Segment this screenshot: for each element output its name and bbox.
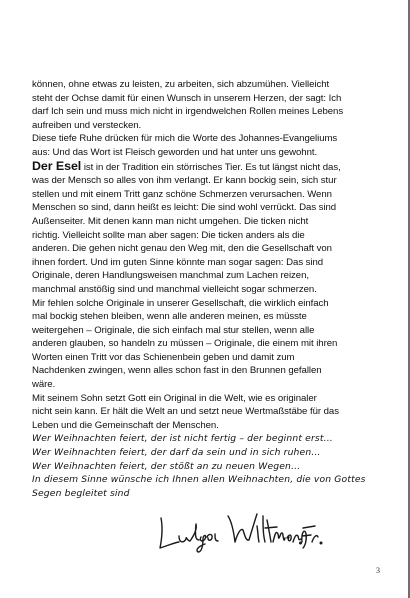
page-number: 3	[376, 566, 380, 575]
text-line: Außenseiter. Mit denen kann man nicht umgehen. Die ticken nicht	[32, 215, 309, 227]
text-line: Originale, deren Handlungsweisen manchmal zum Lachen reizen,	[32, 270, 309, 282]
handwritten-signature	[155, 506, 325, 554]
text-line: stellen und mit einem Tritt ganz schöne Schmerzen verursachen. Wenn	[32, 188, 332, 200]
paragraph-original	[32, 392, 384, 433]
text-line: aus: Und das Wort ist Fleisch geworden und hat unter uns gewohnt.	[32, 146, 318, 158]
text-line	[32, 160, 384, 175]
text-line: Diese tiefe Ruhe drücken für mich die Worte des Johannes-Evangeliums	[32, 133, 338, 145]
text-line: Nachdenken zwingen, wenn alles schon fast in den Brunnen gefallen	[32, 365, 322, 377]
text-line: anderen glauben, so handeln zu müssen – Originale, die einem mit ihren	[32, 338, 338, 350]
text-line: mal bockig stehen bleiben, wenn alle anderen meinen, es müsste	[32, 311, 307, 323]
text-line: Leben und die Gemeinschaft der Menschen.	[32, 419, 219, 431]
text-line: können, ohne etwas zu leisten, zu arbeiten, sich abzumühen. Vielleicht	[32, 79, 330, 90]
closing-line: In diesem Sinne wünsche ich Ihnen allen Weihnachten, die von Gottes	[32, 474, 366, 486]
christmas-verses	[32, 432, 384, 473]
section-lead: Der Esel	[32, 158, 82, 173]
closing-line: Segen begleitet sind	[32, 487, 130, 499]
text-fragment: ist in der Tradition ein störrisches Tier. Es tut längst nicht das,	[81, 161, 341, 173]
text-line: was der Mensch so alles von ihm verlangt. Er kann bockig sein, sich stur	[32, 175, 337, 187]
paragraph-esel	[32, 160, 384, 392]
text-line: manchmal anstößig sind und manchmal vielleicht sogar schmerzen.	[32, 283, 317, 295]
verse-line: Wer Weihnachten feiert, der darf da sein und in sich ruhen…	[32, 447, 321, 459]
text-line: richtig. Vielleicht sollte man aber sagen: Die ticken anders als die	[32, 229, 305, 241]
text-line: Menschen so sind, dann heißt es leicht: Die sind wohl verrückt. Das sind	[32, 202, 337, 214]
paragraph-ochse	[32, 78, 384, 132]
text-line: weitergehen – Originale, die sich einfach mal stur stellen, wenn alle	[32, 324, 315, 336]
paragraph-johannes	[32, 132, 384, 159]
text-line: steht der Ochse damit für einen Wunsch in unserem Herzen, der sagt: Ich	[32, 92, 342, 104]
verse-line: Wer Weihnachten feiert, der ist nicht fertig – der beginnt erst…	[32, 433, 333, 445]
letter-body	[32, 78, 384, 500]
text-line: anderen. Die gehen nicht genau den Weg mit, den die Gesellschaft von	[32, 243, 332, 255]
text-line: nicht sein kann. Er hält die Welt an und setzt neue Wertmaßstäbe für das	[32, 406, 339, 418]
text-line: wäre.	[32, 379, 56, 391]
text-line: Mir fehlen solche Originale in unserer Gesellschaft, die wirklich einfach	[32, 297, 329, 309]
text-line: darf Ich sein und muss mich nicht in irgendwelchen Rollen meines Lebens	[32, 106, 344, 118]
text-line: ihnen fordert. Und im guten Sinne könnte man sogar sagen: Das sind	[32, 256, 324, 268]
closing-greeting	[32, 473, 384, 500]
text-line: Mit seinem Sohn setzt Gott ein Original in die Welt, wie es originaler	[32, 392, 317, 404]
text-line: aufreiben und verstecken.	[32, 119, 142, 131]
verse-line: Wer Weihnachten feiert, der stößt an zu neuen Wegen…	[32, 460, 301, 472]
text-line: Worten einen Tritt vor das Schienenbein geben und damit zum	[32, 351, 295, 363]
